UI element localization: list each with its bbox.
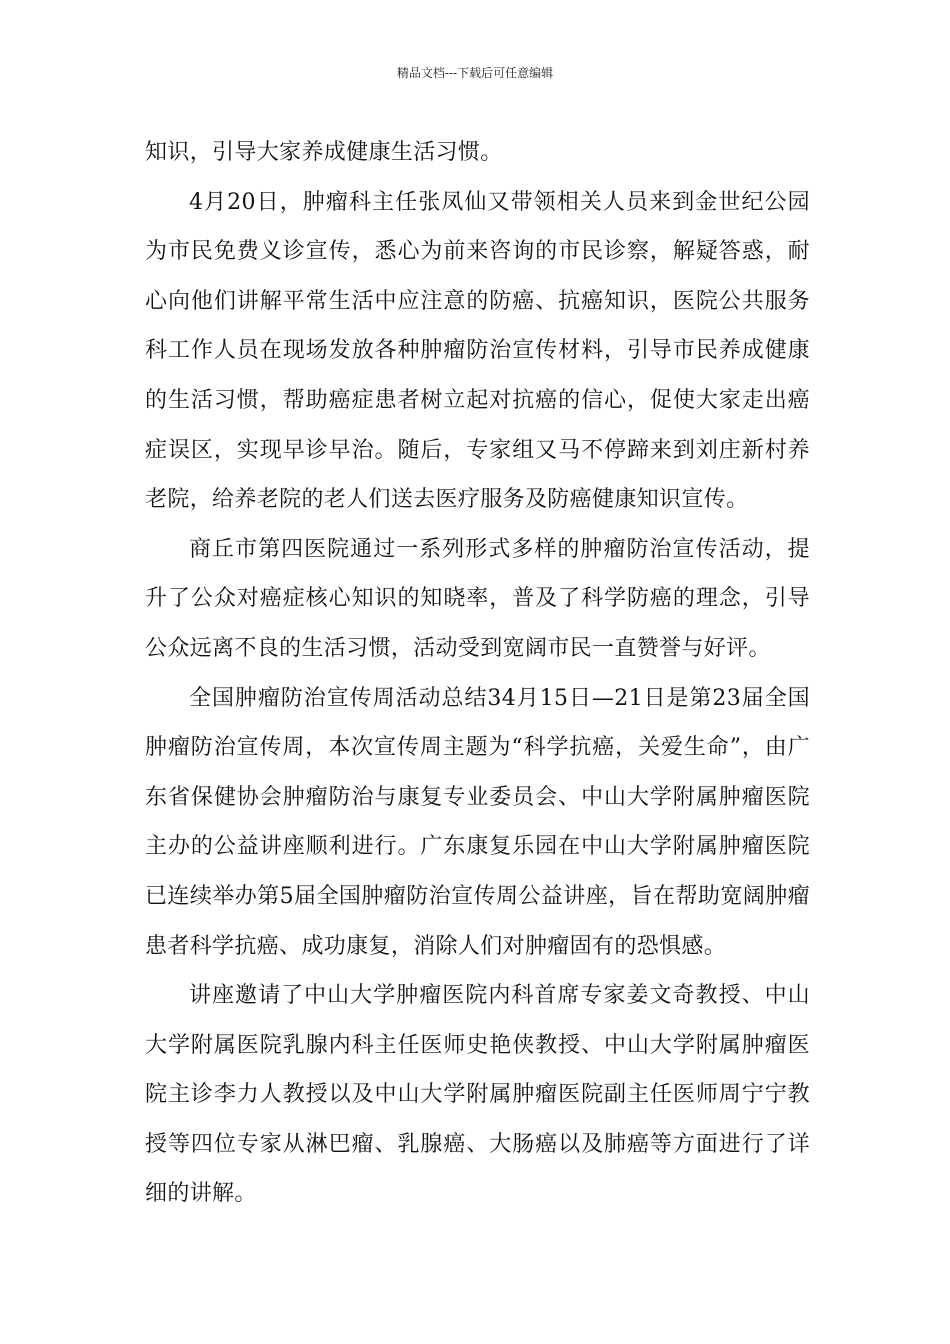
page-header: 精品文档---下载后可任意编辑 <box>396 66 554 80</box>
paragraph-free-clinic: 4月20日，肿瘤科主任张凤仙又带领相关人员来到金世纪公园为市民免费义诊宣传，悉心为前来咨询的市民诊察，解疑答惑，耐心向他们讲解平常生活中应注意的防癌、抗癌知识，医院公共服务科工作人员在现场发放各种肿瘤防治宣传材料，引导市民养成健康的生活习惯，帮助癌症患者树立起对抗癌的信心，促使大家走出癌症误区，实现早诊早治。随后，专家组又马不停蹄来到刘庄新村养老院，给养老院的老人们送去医疗服务及防癌健康知识宣传。 <box>145 189 810 513</box>
paragraph-awareness-week: 全国肿瘤防治宣传周活动总结34月15日—21日是第23届全国肿瘤防治宣传周，本次宣传周主题为“科学抗癌，关爱生命”，由广东省保健协会肿瘤防治与康复专业委员会、中山大学附属肿瘤医院主办的公益讲座顺利进行。广东康复乐园在中山大学附属肿瘤医院已连续举办第5届全国肿瘤防治宣传周公益讲座，旨在帮助宽阔肿瘤患者科学抗癌、成功康复，消除人们对肿瘤固有的恐惧感。 <box>145 685 810 959</box>
paragraph-continuation: 知识，引导大家养成健康生活习惯。 <box>145 140 503 165</box>
document-body <box>145 128 810 1219</box>
paragraph-lecture-experts: 讲座邀请了中山大学肿瘤医院内科首席专家姜文奇教授、中山大学附属医院乳腺内科主任医师史艳侠教授、中山大学附属肿瘤医院主诊李力人教授以及中山大学附属肿瘤医院副主任医师周宁宁教授等四位专家从淋巴瘤、乳腺癌、大肠癌以及肺癌等方面进行了详细的讲解。 <box>145 983 810 1207</box>
paragraph-hospital-summary: 商丘市第四医院通过一系列形式多样的肿瘤防治宣传活动，提升了公众对癌症核心知识的知晓率，普及了科学防癌的理念，引导公众远离不良的生活习惯，活动受到宽阔市民一直赞誉与好评。 <box>145 536 810 661</box>
